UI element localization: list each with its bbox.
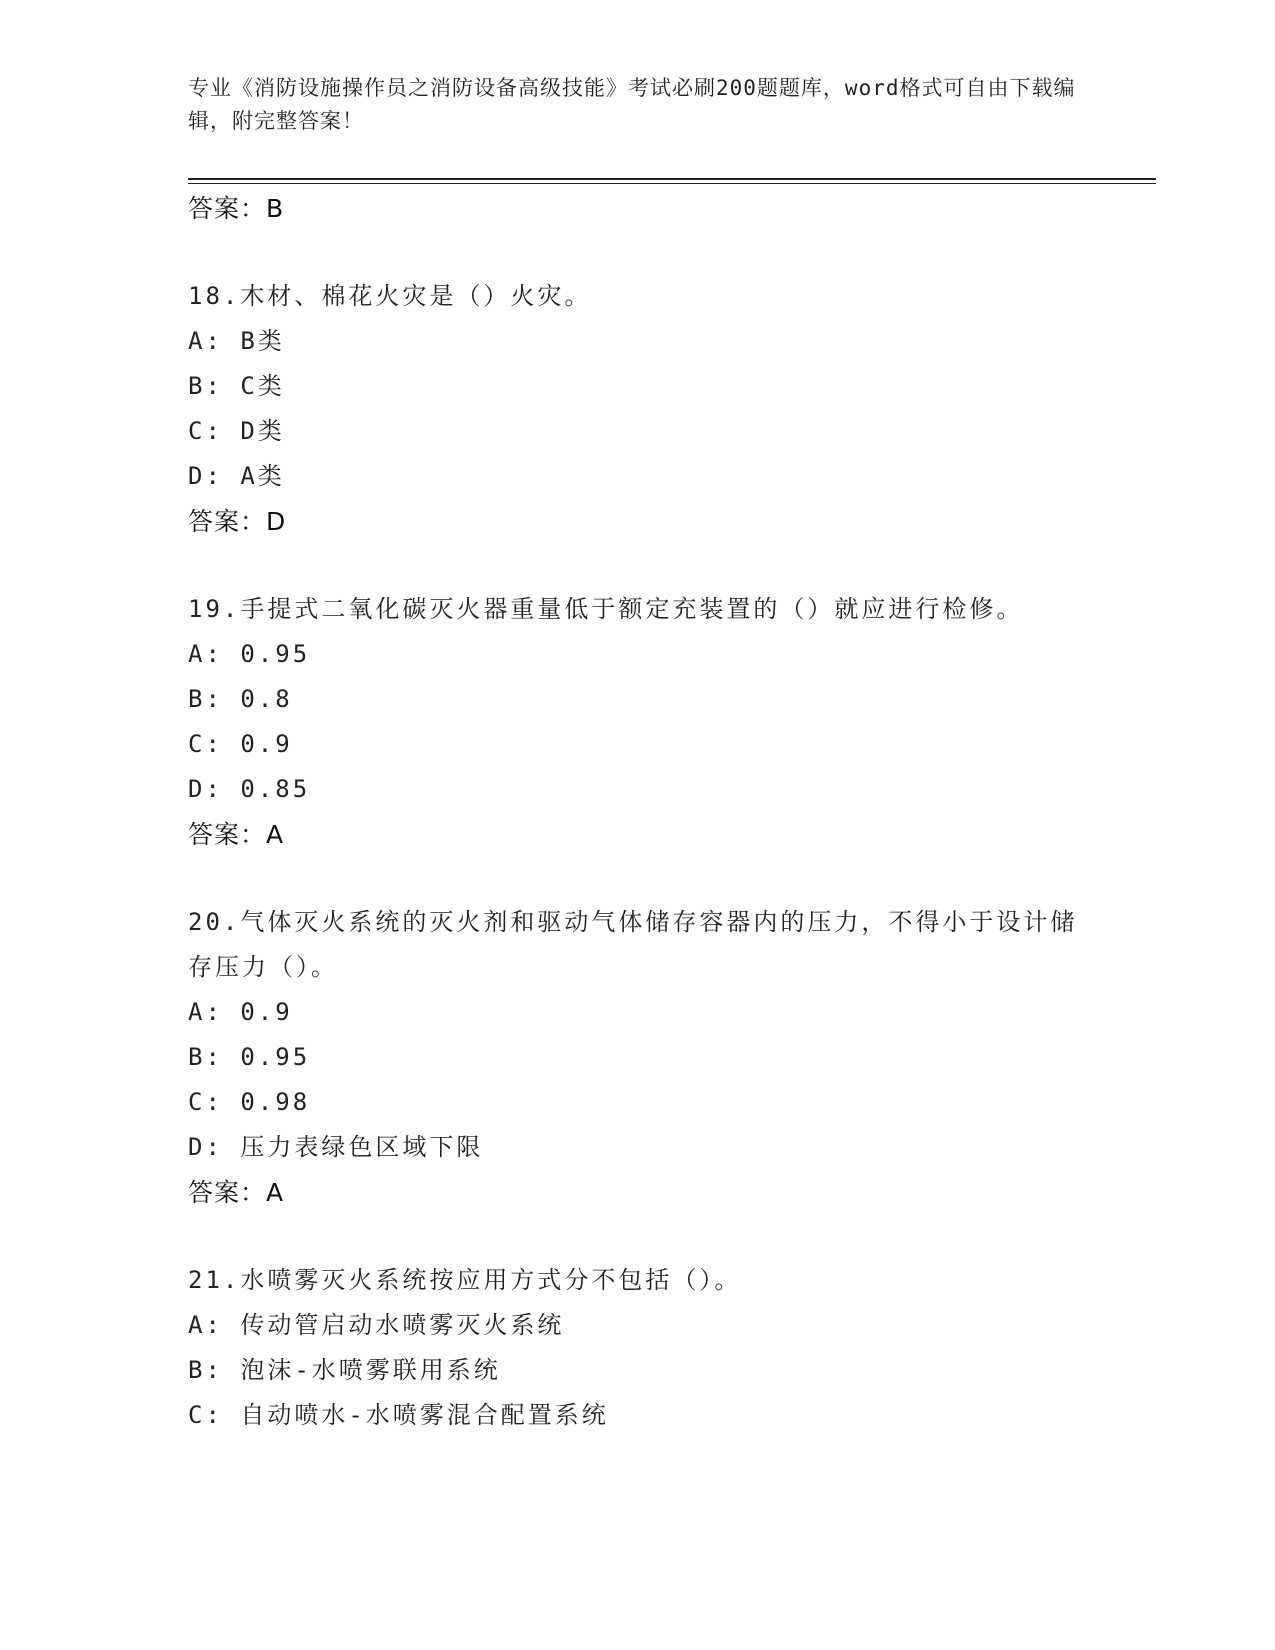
answer-line: 答案：A: [188, 820, 285, 849]
option-a: A: 传动管启动水喷雾灭火系统: [188, 1311, 565, 1339]
option-b: B: C类: [188, 372, 285, 400]
question-18: [188, 274, 1088, 545]
option-c: C: D类: [188, 417, 285, 445]
question-text: 21.水喷雾灭火系统按应用方式分不包括（）。: [188, 1266, 742, 1294]
option-a: A: 0.95: [188, 640, 311, 668]
answer-line: 答案：B: [188, 194, 285, 223]
option-d: D: A类: [188, 462, 285, 490]
question-text: 18.木材、棉花火灾是（）火灾。: [188, 282, 592, 310]
question-19: [188, 587, 1088, 858]
option-c: C: 0.9: [188, 730, 293, 758]
question-list: [188, 186, 1088, 1438]
option-b: B: 0.95: [188, 1043, 311, 1071]
header-rule-thin: [188, 183, 1156, 184]
option-a: A: 0.9: [188, 998, 293, 1026]
option-c: C: 自动喷水-水喷雾混合配置系统: [188, 1401, 609, 1429]
answer-line: 答案：D: [188, 507, 287, 536]
option-b: B: 泡沫-水喷雾联用系统: [188, 1356, 501, 1384]
question-text: 19.手提式二氧化碳灭火器重量低于额定充装置的（）就应进行检修。: [188, 595, 1024, 623]
option-b: B: 0.8: [188, 685, 293, 713]
option-d: D: 0.85: [188, 775, 311, 803]
header-rule-thick: [188, 178, 1156, 180]
option-a: A: B类: [188, 327, 285, 355]
document-header: 专业《消防设施操作员之消防设备高级技能》考试必刷200题题库，word格式可自由下载编辑，附完整答案！: [188, 76, 1076, 133]
option-c: C: 0.98: [188, 1088, 311, 1116]
question-20: [188, 900, 1088, 1216]
question-21: [188, 1258, 1088, 1438]
question-text: 20.气体灭火系统的灭火剂和驱动气体储存容器内的压力，不得小于设计储存压力（）。: [188, 908, 1078, 981]
option-d: D: 压力表绿色区域下限: [188, 1133, 484, 1161]
answer-line: 答案：A: [188, 1178, 285, 1207]
